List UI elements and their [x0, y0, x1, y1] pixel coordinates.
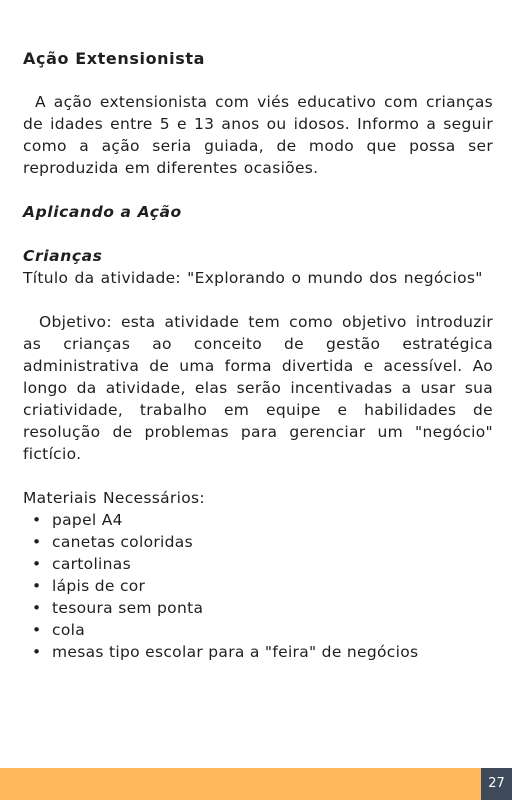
bullet-icon: • [32, 555, 42, 573]
bullet-icon: • [32, 577, 42, 595]
material-label: lápis de cor [52, 577, 146, 595]
list-item [23, 509, 493, 531]
list-item [23, 597, 493, 619]
bullet-icon: • [32, 643, 42, 661]
list-item [23, 531, 493, 553]
bullet-icon: • [32, 621, 42, 639]
footer-accent-bar [0, 768, 481, 800]
spacer [23, 179, 493, 201]
spacer [23, 289, 493, 311]
material-label: papel A4 [52, 511, 123, 529]
page-content [23, 47, 493, 663]
page-number: 27 [481, 768, 512, 800]
material-label: canetas coloridas [52, 533, 193, 551]
spacer [23, 223, 493, 245]
list-item [23, 553, 493, 575]
spacer [23, 71, 493, 91]
activity-title: Título da atividade: "Explorando o mundo dos negócios" [23, 269, 483, 287]
objective-paragraph: Objetivo: esta atividade tem como objetivo introduzir as crianças ao conceito de gestão estratégica administrativa de uma forma divertida e acessível. Ao longo da atividade, elas serão incentivadas a usar sua criatividade, trabalho em equipe e habilidades de resolução de problemas para gerenciar um "negócio" fictício. [23, 313, 493, 463]
material-label: mesas tipo escolar para a "feira" de negócios [52, 643, 419, 661]
bullet-icon: • [32, 599, 42, 617]
list-item [23, 575, 493, 597]
material-label: cola [52, 621, 86, 639]
materials-list [23, 509, 493, 663]
spacer [23, 465, 493, 487]
intro-paragraph: A ação extensionista com viés educativo com crianças de idades entre 5 e 13 anos ou idosos. Informo a seguir como a ação seria guiada, de modo que possa ser reproduzida em diferentes ocasiões. [23, 93, 493, 177]
page-title: Ação Extensionista [23, 49, 206, 68]
subheading-applying: Aplicando a Ação [23, 203, 182, 221]
material-label: cartolinas [52, 555, 131, 573]
bullet-icon: • [32, 511, 42, 529]
material-label: tesoura sem ponta [52, 599, 204, 617]
list-item [23, 641, 493, 663]
list-item [23, 619, 493, 641]
bullet-icon: • [32, 533, 42, 551]
materials-heading: Materiais Necessários: [23, 489, 205, 507]
subheading-children: Crianças [23, 247, 103, 265]
